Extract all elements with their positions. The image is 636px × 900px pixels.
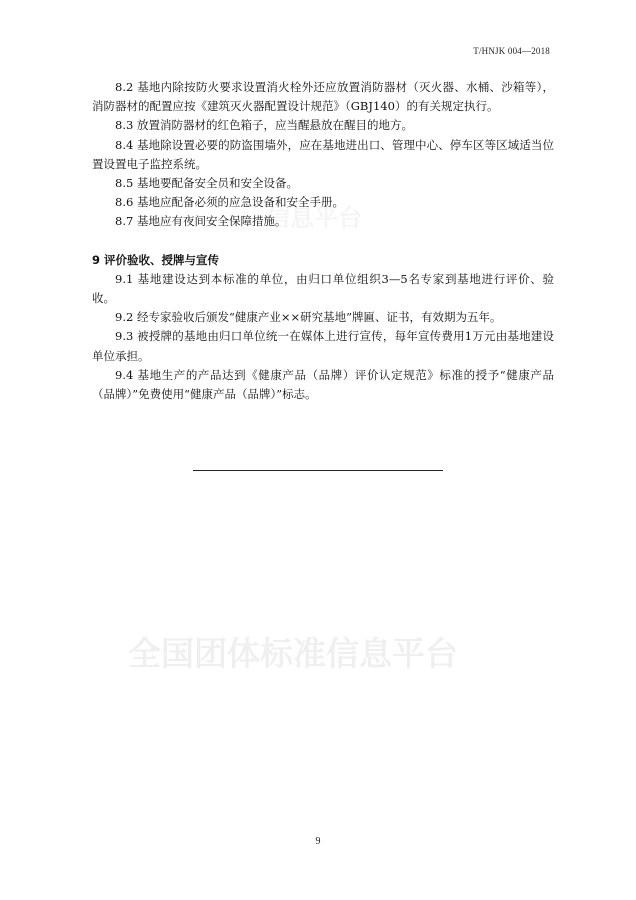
clause-9-1: 9.1 基地建设达到本标准的单位，由归口单位组织3—5名专家到基地进行评价、验收。 [92, 271, 554, 306]
clause-8-5: 8.5 基地要配备安全员和安全设备。 [115, 176, 298, 191]
clause-8-2: 8.2 基地内除按防火要求设置消火栓外还应放置消防器材（灭火器、水桶、沙箱等），消防器材的配置应按《建筑灭火器配置设计规范》（GBJ140）的有关规定执行。 [92, 80, 554, 114]
watermark-partial: 信息平台 [266, 204, 362, 232]
clause-9-3: 9.3 被授牌的基地由归口单位统一在媒体上进行宣传，每年宣传费用1万元由基地建设单位承担。 [92, 329, 554, 363]
section-8-clauses [92, 78, 554, 232]
end-of-document-rule [193, 470, 443, 471]
clause-9-4: 9.4 基地生产的产品达到《健康产品（品牌）评价认定规范》标准的授予“健康产品（品牌）”免费使用“健康产品（品牌）”标志。 [92, 367, 554, 402]
clause-9-2: 9.2 经专家验收后颁发“健康产业××研究基地”牌匾、证书，有效期为五年。 [115, 310, 502, 325]
section-9-clauses [92, 270, 554, 404]
clause-8-3: 8.3 放置消防器材的红色箱子，应当醒悬放在醒目的地方。 [115, 118, 413, 133]
standard-code-header: T/HNJK 004—2018 [473, 46, 550, 56]
section-9-heading: 9 评价验收、授牌与宣传 [92, 252, 220, 267]
page-number: 9 [315, 836, 321, 847]
document-body [92, 78, 554, 404]
watermark-full: 全国团体标准信息平台 [128, 634, 458, 673]
clause-8-7: 8.7 基地应有夜间安全保障措施。 [115, 214, 287, 229]
clause-8-6: 8.6 基地应配备必须的应急设备和安全手册。 [115, 195, 344, 210]
clause-8-4: 8.4 基地除设置必要的防盗围墙外，应在基地进出口、管理中心、停车区等区域适当位置设置电子监控系统。 [92, 137, 554, 171]
